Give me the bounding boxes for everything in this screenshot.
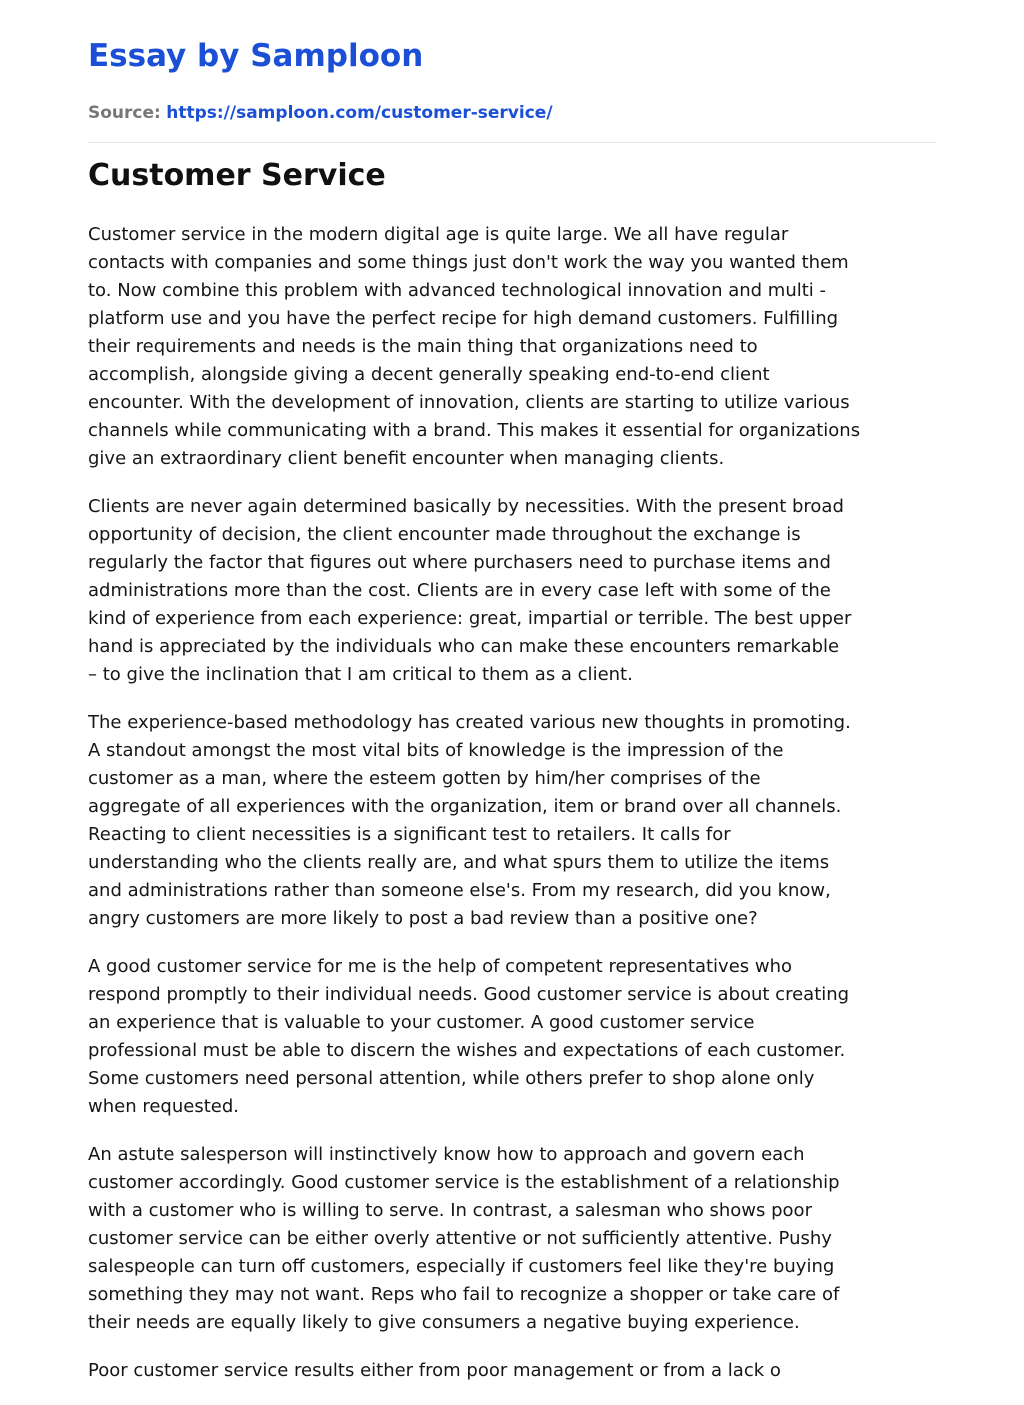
header-divider (88, 142, 936, 143)
paragraph-line: give an extraordinary client benefit encounter when managing clients. (88, 448, 725, 469)
paragraph-line: regularly the factor that figures out where purchasers need to purchase items and (88, 552, 831, 573)
paragraph-line: an experience that is valuable to your customer. A good customer service (88, 1012, 755, 1033)
essay-body (88, 221, 944, 1405)
paragraph-line: A good customer service for me is the help of competent representatives who (88, 956, 793, 977)
paragraph-line: their requirements and needs is the main thing that organizations need to (88, 336, 758, 357)
paragraph-line: customer accordingly. Good customer service is the establishment of a relationship (88, 1172, 840, 1193)
paragraph-line: encounter. With the development of innovation, clients are starting to utilize various (88, 392, 850, 413)
paragraph-line: understanding who the clients really are, and what spurs them to utilize the items (88, 852, 830, 873)
essay-paragraph (88, 709, 944, 933)
essay-paragraph (88, 1141, 944, 1337)
essay-paragraph (88, 221, 944, 473)
source-label: Source: (88, 103, 161, 123)
paragraph-line: with a customer who is willing to serve. In contrast, a salesman who shows poor (88, 1200, 812, 1221)
paragraph-line: customer service can be either overly attentive or not sufficiently attentive. Pushy (88, 1228, 832, 1249)
paragraph-line: The experience-based methodology has created various new thoughts in promoting. (88, 712, 851, 733)
paragraph-line: and administrations rather than someone else's. From my research, did you know, (88, 880, 831, 901)
paragraph-line: respond promptly to their individual needs. Good customer service is about creating (88, 984, 850, 1005)
paragraph-line: A standout amongst the most vital bits of knowledge is the impression of the (88, 740, 784, 761)
paragraph-line: accomplish, alongside giving a decent generally speaking end-to-end client (88, 364, 770, 385)
paragraph-line: salespeople can turn off customers, especially if customers feel like they're buying (88, 1256, 835, 1277)
paragraph-line: Clients are never again determined basically by necessities. With the present broad (88, 496, 844, 517)
paragraph-line: hand is appreciated by the individuals who can make these encounters remarkable (88, 636, 840, 657)
paragraph-line: customer as a man, where the esteem gotten by him/her comprises of the (88, 768, 761, 789)
paragraph-line: professional must be able to discern the wishes and expectations of each customer. (88, 1040, 846, 1061)
paragraph-line: platform use and you have the perfect recipe for high demand customers. Fulfilling (88, 308, 839, 329)
paragraph-line: their needs are equally likely to give consumers a negative buying experience. (88, 1312, 800, 1333)
essay-paragraph (88, 953, 944, 1121)
paragraph-line: opportunity of decision, the client encounter made throughout the exchange is (88, 524, 801, 545)
essay-paragraph (88, 493, 944, 689)
paragraph-line: channels while communicating with a brand. This makes it essential for organizations (88, 420, 861, 441)
paragraph-line: something they may not want. Reps who fail to recognize a shopper or take care of (88, 1284, 840, 1305)
paragraph-line: An astute salesperson will instinctively know how to approach and govern each (88, 1144, 805, 1165)
paragraph-line: Some customers need personal attention, while others prefer to shop alone only (88, 1068, 815, 1089)
paragraph-line: to. Now combine this problem with advanced technological innovation and multi - (88, 280, 826, 301)
paragraph-line: aggregate of all experiences with the organization, item or brand over all channels. (88, 796, 842, 817)
paragraph-line: when requested. (88, 1096, 239, 1117)
essay-title: Customer Service (88, 158, 386, 193)
paragraph-line: Customer service in the modern digital age is quite large. We all have regular (88, 224, 789, 245)
paragraph-line: Poor customer service results either from poor management or from a lack o (88, 1360, 781, 1381)
paragraph-line: kind of experience from each experience: great, impartial or terrible. The best upper (88, 608, 852, 629)
brand-title: Essay by Samploon (88, 38, 424, 74)
paragraph-line: Reacting to client necessities is a significant test to retailers. It calls for (88, 824, 731, 845)
paragraph-line: angry customers are more likely to post a bad review than a positive one? (88, 908, 758, 929)
essay-paragraph (88, 1357, 944, 1385)
paragraph-line: administrations more than the cost. Clients are in every case left with some of the (88, 580, 831, 601)
paragraph-line: contacts with companies and some things just don't work the way you wanted them (88, 252, 849, 273)
paragraph-line: – to give the inclination that I am critical to them as a client. (88, 664, 633, 685)
source-link[interactable]: https://samploon.com/customer-service/ (166, 103, 553, 123)
source-line (88, 102, 553, 124)
